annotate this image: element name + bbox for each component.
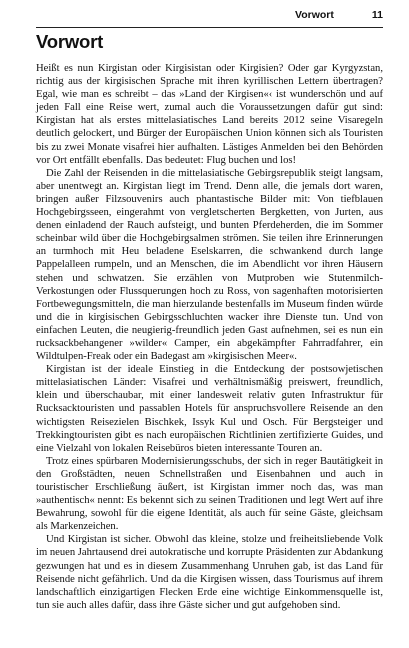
paragraph: Kirgistan ist der ideale Einstieg in die Entdeckung der postsowjetischen mittelasiatischen Länder: Visafrei und verhältnismäßig preiswert, freundlich, klein und überschaubar, mit einer landesweit relativ guten Infrastruktur für Rucksacktouristen und passablen Hotels für anspruchsvollere Reisende an den wichtigsten Reisezielen Bischkek, Issyk Kul und Osch. Für Bergsteiger und Trekkingtouristen gibt es nach europäischen Richtlinien zertifizierte Guides, und eine Vielzahl von lokalen Reisebüros bieten interessante Touren an.: [36, 364, 383, 454]
body-text: [36, 62, 383, 612]
paragraph: Trotz eines spürbaren Modernisierungsschubs, der sich in reger Bautätigkeit in den Großstädten, neuen Schnellstraßen und Eisenbahnen und auch in touristischer Erschließung äußert, ist Kirgistan immer noch das, was man »authentisch« nennt: Es bekennt sich zu seinen Traditionen und legt Wert auf ihre Bewahrung, sowohl für die eigene Identität, als auch für seine Gäste, gleichsam als Markenzeichen.: [36, 455, 383, 533]
paragraph: Und Kirgistan ist sicher. Obwohl das kleine, stolze und freiheitsliebende Volk im neuen Jahrtausend drei autokratische und korrupte Präsidenten zur Abdankung gezwungen hat und es in diesem Zusammenhang Unruhen gab, ist das Land für Reisende nicht gefährlich. Und da die Kirgisen wissen, dass Tourismus auf ihrem landschaftlich einzigartigen Flecken Erde eine wichtige Einkommensquelle ist, tun sie auch alles dafür, dass ihre Gäste sicher und gut aufgehoben sind.: [36, 534, 383, 611]
running-header: [36, 6, 383, 24]
header-divider: [36, 27, 383, 28]
page-number: 11: [371, 9, 383, 21]
paragraph: Heißt es nun Kirgistan oder Kirgisistan oder Kirgisien? Oder gar Kyrgyzstan, richtig aus der kirgisischen Sprache mit ihren kyrillischen Lettern übertragen? Egal, wie man es schreibt – das »Land der Kirgisen«‹ ist wunderschön und auf jeden Fall eine Reise wert, zumal auch die Voraussetzungen dafür gut sind: Kirgistan hat als erstes mittelasiatisches Land bereits 2012 seine Visaregeln deutlich gelockert, und Bürger der Europäischen Union können sich als Touristen bis zu zwei Monate visafrei hier aufhalten. Lästiges Anmelden bei den Behörden vor Ort entfällt ebenfalls. Das bedeutet: Flug buchen und los!: [36, 63, 383, 166]
chapter-title: Vorwort: [36, 31, 104, 52]
paragraph: Die Zahl der Reisenden in die mittelasiatische Gebirgsrepublik steigt langsam, aber unentwegt an. Kirgistan liegt im Trend. Denn alle, die jemals dort waren, bringen außer Filzsouvenirs auch phantastische Bilder mit: Von tiefblauen Hochgebirgsseen, eingerahmt von vergletscherten Bergketten, von Jurten, aus denen einladend der Rauch aufsteigt, und bunten Pferdeherden, die im Sommer scheinbar wild über die Hochgebirgsalmen strömen. Sie teilen ihre Erinnerungen an turmhoch mit Heu beladene Eselskarren, die schwankend durch lange Pappelalleen rumpeln, und an Menschen, die im Abendlicht vor ihren Häusern stehen und schwatzen. Sie erzählen von Mutproben wie Stutenmilch-Verkostungen oder Flussquerungen hoch zu Ross, von sagenhaften motorisierten Fortbewegungsmitteln, die man hierzulande bestenfalls im Museum finden würde und die in kirgisischen Gebirgsschluchten wacker ihre Dienste tun. Und von einfachen Leuten, die neugierig-freundlich jeden Gast aufnehmen, sei es nun ein rucksackbehangener »wilder« Camper, ein abgekämpfter Fahrradfahrer, ein Wildtulpen-Freak oder ein Badegast am »kirgisischen Meer«.: [36, 167, 383, 363]
header-section-title: Vorwort: [295, 9, 334, 21]
